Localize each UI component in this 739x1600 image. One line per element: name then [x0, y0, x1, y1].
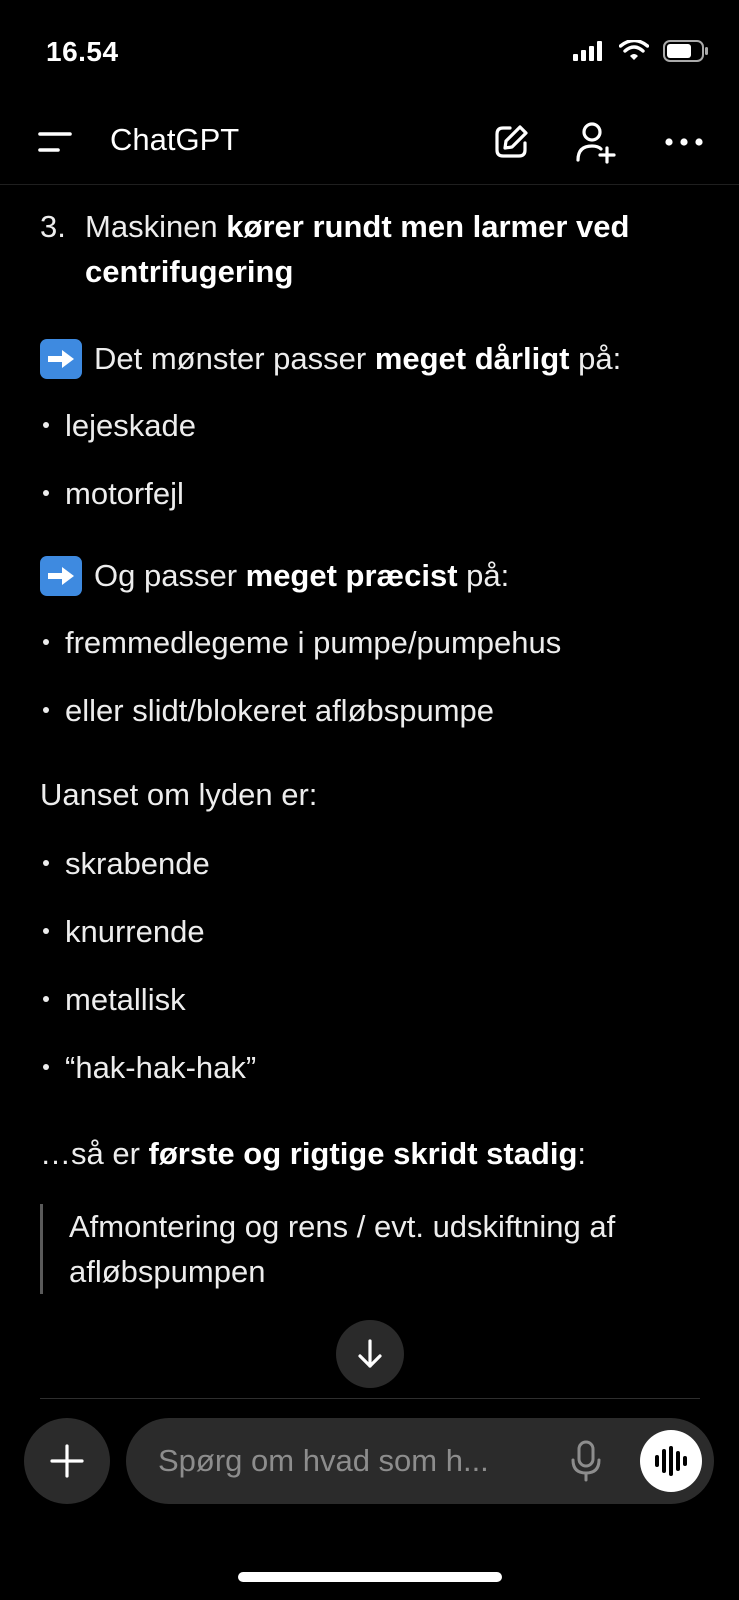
signal-icon: [573, 41, 605, 66]
more-options-button[interactable]: [660, 118, 708, 166]
status-icons: [573, 40, 709, 67]
more-icon: [664, 137, 704, 147]
scroll-to-bottom-button[interactable]: [336, 1320, 404, 1388]
bullet-dot: [43, 860, 49, 866]
bullet-dot: [43, 639, 49, 645]
add-person-icon: [574, 120, 618, 164]
home-indicator[interactable]: [238, 1572, 502, 1582]
plus-icon: [50, 1444, 84, 1478]
bullet-dot: [43, 490, 49, 496]
arrow-down-icon: [355, 1338, 385, 1370]
list-item: metallisk: [40, 965, 700, 1033]
add-person-button[interactable]: [572, 118, 620, 166]
section-heading: Det mønster passer meget dårligt på:: [40, 336, 700, 381]
status-time: 16.54: [46, 36, 119, 67]
paragraph: …så er første og rigtige skridt stadig:: [40, 1136, 587, 1171]
edit-icon: [491, 122, 531, 162]
assistant-message: [40, 190, 700, 1294]
bullet-list: [40, 391, 700, 527]
divider: [40, 1398, 700, 1399]
bullet-list: [40, 608, 700, 744]
item-text: Maskinen: [85, 209, 227, 244]
list-item: fremmedlegeme i pumpe/pumpehus: [40, 608, 700, 676]
list-item: knurrende: [40, 897, 700, 965]
paragraph: Uanset om lyden er:: [40, 777, 318, 812]
nav-bar: [0, 100, 739, 185]
wifi-icon: [619, 40, 649, 67]
menu-button[interactable]: [36, 128, 76, 158]
list-item: eller slidt/blokeret afløbspumpe: [40, 676, 700, 744]
item-text-bold: kører rundt men larmer ved centrifugering: [85, 209, 630, 289]
bullet-dot: [43, 996, 49, 1002]
bullet-dot: [43, 1064, 49, 1070]
menu-icon: [36, 128, 76, 158]
voice-mode-button[interactable]: [640, 1430, 702, 1492]
bullet-dot: [43, 422, 49, 428]
list-item: motorfejl: [40, 459, 700, 527]
right-arrow-icon: [40, 556, 82, 596]
bullet-dot: [43, 707, 49, 713]
list-item: “hak-hak-hak”: [40, 1033, 700, 1101]
attach-button[interactable]: [24, 1418, 110, 1504]
dictate-button[interactable]: [566, 1440, 606, 1482]
waveform-icon: [654, 1446, 688, 1476]
app-title: ChatGPT: [110, 122, 240, 157]
list-item: lejeskade: [40, 391, 700, 459]
message-input[interactable]: [158, 1440, 518, 1482]
item-number: 3.: [40, 209, 66, 244]
numbered-item-3: [40, 204, 700, 294]
composer: [126, 1418, 714, 1504]
list-item: skrabende: [40, 829, 700, 897]
new-chat-button[interactable]: [487, 118, 535, 166]
section-heading: Og passer meget præcist på:: [40, 553, 700, 598]
bullet-dot: [43, 928, 49, 934]
status-bar: [0, 0, 739, 100]
battery-icon: [663, 40, 709, 67]
bullet-list: [40, 829, 700, 1101]
microphone-icon: [570, 1440, 602, 1482]
right-arrow-icon: [40, 339, 82, 379]
blockquote: Afmontering og rens / evt. udskiftning af afløbspumpen: [40, 1204, 700, 1294]
